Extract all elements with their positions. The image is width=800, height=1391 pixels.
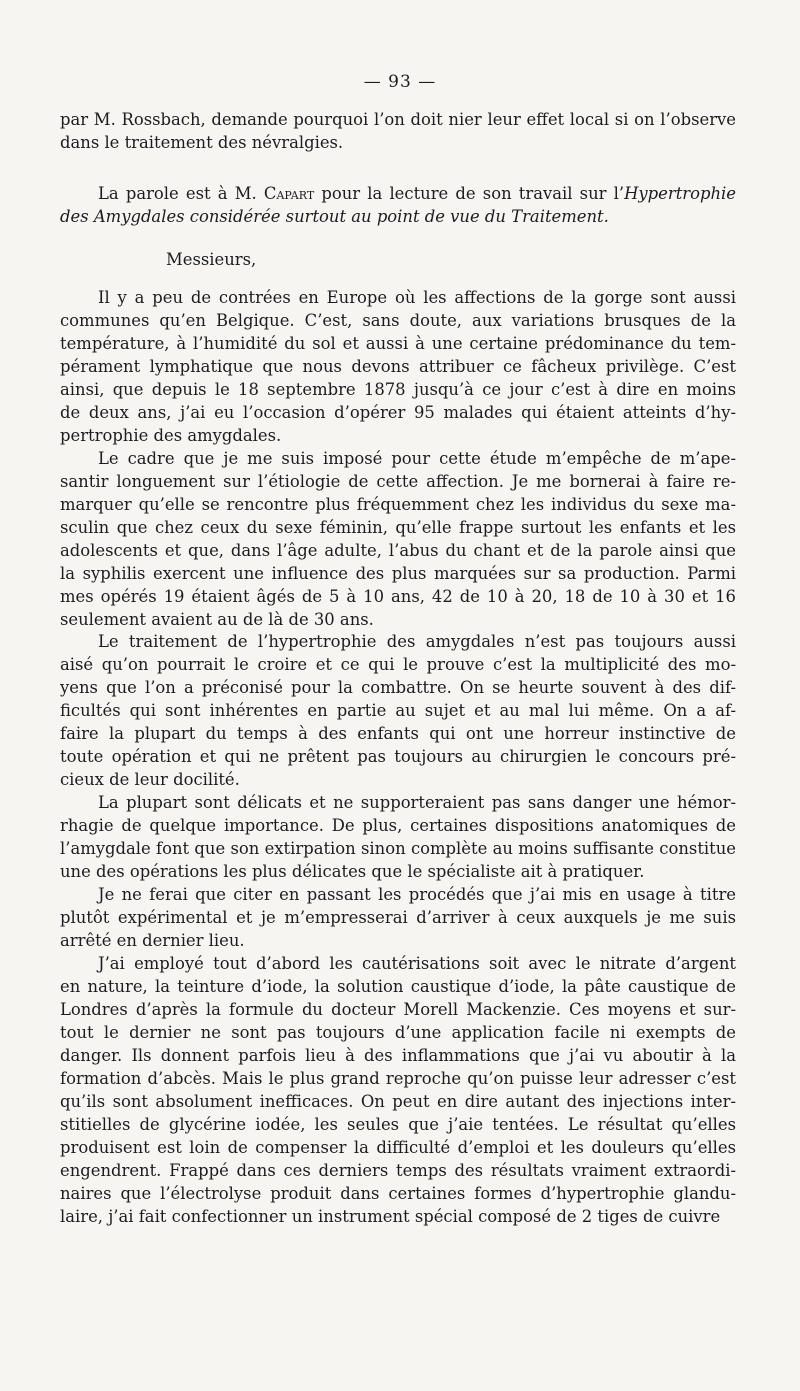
paragraph-6 — [60, 952, 736, 1228]
announcement-prefix: La parole est à M. — [98, 184, 264, 203]
paragraph-5 — [60, 883, 736, 952]
intro-paragraph — [60, 108, 736, 154]
text-line: La plupart sont délicats et ne supporteraient pas sans danger une hémor- — [98, 793, 736, 812]
text-line: plutôt expérimental et je m’empresserai d’arriver à ceux auxquels je me suis — [60, 908, 736, 927]
paragraph-3 — [60, 630, 736, 791]
text-line: température, à l’humidité du sol et aussi à une certaine prédominance du tem- — [60, 334, 736, 353]
text-line: stitielles de glycérine iodée, les seules que j’aie tentées. Le résultat qu’elles — [60, 1115, 736, 1134]
text-line: formation d’abcès. Mais le plus grand reproche qu’on puisse leur adresser c’est — [60, 1069, 736, 1088]
text-line: ficultés qui sont inhérentes en partie au sujet et au mal lui même. On a af- — [60, 701, 736, 720]
text-line: tout le dernier ne sont pas toujours d’une application facile ni exempts de — [60, 1023, 736, 1042]
text-line: Je ne ferai que citer en passant les procédés que j’ai mis en usage à titre — [98, 885, 736, 904]
text-line: toute opération et qui ne prêtent pas toujours au chirurgien le concours pré- — [60, 747, 736, 766]
announcement-line-1 — [60, 182, 736, 205]
text-line: seulement avaient au de là de 30 ans. — [60, 610, 374, 629]
salutation: Messieurs, — [166, 250, 257, 269]
text-line: naires que l’électrolyse produit dans certaines formes d’hypertrophie glandu- — [60, 1184, 736, 1203]
text-line: rhagie de quelque importance. De plus, certaines dispositions anatomiques de — [60, 816, 736, 835]
text-line: la syphilis exercent une influence des plus marquées sur sa production. Parmi — [60, 564, 736, 583]
work-title-end: des Amygdales considérée surtout au point de vue du Traitement. — [60, 207, 609, 226]
speaker-name: Capart — [263, 184, 315, 203]
text-line: adolescents et que, dans l’âge adulte, l’abus du chant et de la parole ainsi que — [60, 541, 736, 560]
text-line: dans le traitement des névralgies. — [60, 133, 344, 152]
text-line: engendrent. Frappé dans ces derniers temps des résultats vraiment extraordi- — [60, 1161, 736, 1180]
text-line: qu’ils sont absolument inefficaces. On peut en dire autant des injections inter- — [60, 1092, 736, 1111]
announcement-middle: pour la lecture de son travail sur l’ — [314, 184, 625, 203]
text-line: mes opérés 19 étaient âgés de 5 à 10 ans, 42 de 10 à 20, 18 de 10 à 30 et 16 — [60, 587, 736, 606]
text-line: Le cadre que je me suis imposé pour cette étude m’empêche de m’ape- — [98, 449, 736, 468]
paragraph-4 — [60, 791, 736, 883]
text-line: Le traitement de l’hypertrophie des amygdales n’est pas toujours aussi — [98, 632, 736, 651]
text-line: J’ai employé tout d’abord les cautérisations soit avec le nitrate d’argent — [98, 954, 736, 973]
paragraph-1 — [60, 286, 736, 447]
text-line: l’amygdale font que son extirpation sinon complète au moins suffisante constitue — [60, 839, 736, 858]
text-line: aisé qu’on pourrait le croire et ce qui le prouve c’est la multiplicité des mo- — [60, 655, 736, 674]
announcement-paragraph — [60, 182, 736, 228]
page-number: — 93 — — [363, 72, 437, 92]
work-title-start: Hypertrophie — [624, 184, 736, 203]
text-line: cieux de leur docilité. — [60, 770, 240, 789]
text-line: santir longuement sur l’étiologie de cette affection. Je me bornerai à faire re- — [60, 472, 736, 491]
text-line: yens que l’on a préconisé pour la combattre. On se heurte souvent à des dif- — [60, 678, 736, 697]
text-line: laire, j’ai fait confectionner un instrument spécial composé de 2 tiges de cuivre — [60, 1207, 721, 1226]
text-line: en nature, la teinture d’iode, la solution caustique d’iode, la pâte caustique de — [60, 977, 736, 996]
text-line: pertrophie des amygdales. — [60, 426, 282, 445]
text-line: ainsi, que depuis le 18 septembre 1878 jusqu’à ce jour c’est à dire en moins — [60, 380, 736, 399]
text-line: Il y a peu de contrées en Europe où les affections de la gorge sont aussi — [98, 288, 736, 307]
text-line: Londres d’après la formule du docteur Morell Mackenzie. Ces moyens et sur- — [60, 1000, 736, 1019]
paragraph-2 — [60, 447, 736, 631]
text-line: arrêté en dernier lieu. — [60, 931, 245, 950]
text-line: faire la plupart du temps à des enfants qui ont une horreur instinctive de — [60, 724, 736, 743]
text-line: pérament lymphatique que nous devons attribuer ce fâcheux privilège. C’est — [60, 357, 736, 376]
text-line: produisent est loin de compenser la difficulté d’emploi et les douleurs qu’elles — [60, 1138, 736, 1157]
text-line: de deux ans, j’ai eu l’occasion d’opérer 95 malades qui étaient atteints d’hy- — [60, 403, 736, 422]
text-line: par M. Rossbach, demande pourquoi l’on doit nier leur effet local si on l’observe — [60, 110, 736, 129]
text-line: sculin que chez ceux du sexe féminin, qu’elle frappe surtout les enfants et les — [60, 518, 736, 537]
text-line: communes qu’en Belgique. C’est, sans doute, aux variations brusques de la — [60, 311, 736, 330]
text-line: une des opérations les plus délicates que le spécialiste ait à pratiquer. — [60, 862, 645, 881]
text-line: danger. Ils donnent parfois lieu à des inflammations que j’ai vu aboutir à la — [60, 1046, 736, 1065]
salutation-block — [60, 248, 736, 271]
text-line: marquer qu’elle se rencontre plus fréquemment chez les individus du sexe ma- — [60, 495, 736, 514]
